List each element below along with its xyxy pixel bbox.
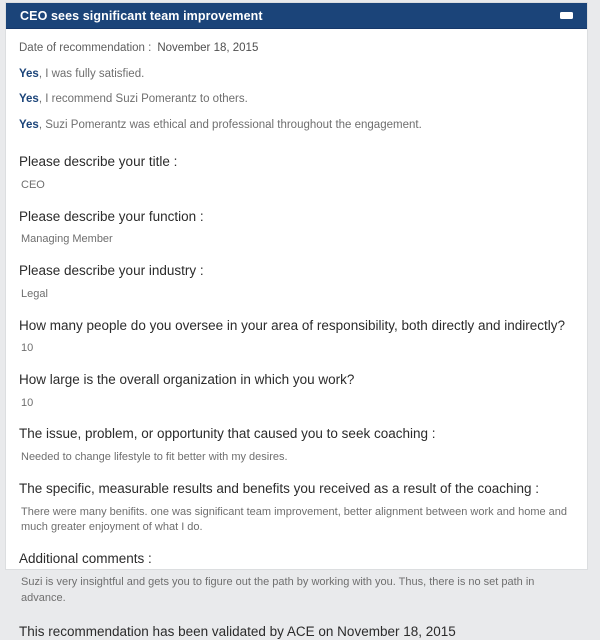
qa-answer: Managing Member	[21, 233, 113, 246]
window-titlebar	[6, 3, 587, 29]
qa-question: How large is the overall organization in which you work?	[19, 372, 355, 387]
qa-question: Additional comments :	[19, 551, 152, 567]
confirmation-item	[19, 67, 574, 83]
confirmation-emphasis: Yes	[19, 93, 39, 106]
recommendation-date-value: November 18, 2015	[157, 42, 259, 54]
qa-item	[19, 480, 574, 536]
recommendation-date-label: Date of recommendation :	[19, 42, 152, 54]
qa-question: Please describe your function :	[19, 208, 204, 224]
qa-answer: Legal	[21, 287, 48, 300]
qa-item	[19, 262, 574, 302]
recommendation-date	[19, 41, 574, 57]
validation-statement: This recommendation has been validated by ACE on November 18, 2015	[19, 623, 456, 639]
qa-answer: Suzi is very insightful and gets you to figure out the path by working with you. Thus, there is no set path in advance.	[21, 575, 535, 604]
confirmation-emphasis: Yes	[19, 118, 39, 131]
confirmation-text: , I was fully satisfied.	[38, 67, 145, 80]
confirmation-text: , Suzi Pomerantz was ethical and professional throughout the engagement.	[38, 118, 422, 131]
qa-answer: 10	[21, 342, 34, 355]
qa-item	[19, 153, 574, 193]
qa-question: How many people do you oversee in your area of responsibility, both directly and indirectly?	[19, 317, 566, 333]
qa-question: The specific, measurable results and benefits you received as a result of the coaching :	[19, 480, 540, 496]
page-title: CEO sees significant team improvement	[20, 8, 263, 23]
qa-question: Please describe your title :	[19, 154, 178, 170]
qa-answer: 10	[21, 396, 34, 409]
qa-answer: There were many benifits. one was significant team improvement, better alignment between work and home and much greater enjoyment of what I do.	[21, 505, 568, 534]
recommendation-card	[5, 2, 588, 639]
qa-question: Please describe your industry :	[19, 263, 204, 279]
confirmation-emphasis: Yes	[19, 67, 39, 80]
qa-item	[19, 371, 574, 411]
confirmation-item	[19, 118, 574, 134]
minimize-icon[interactable]	[560, 12, 573, 19]
confirmation-text: , I recommend Suzi Pomerantz to others.	[38, 93, 248, 106]
qa-question: The issue, problem, or opportunity that caused you to seek coaching :	[19, 426, 436, 442]
qa-item	[19, 550, 574, 606]
qa-answer: CEO	[21, 178, 45, 191]
recommendation-content	[6, 29, 587, 640]
qa-item	[19, 425, 574, 465]
confirmation-item	[19, 92, 574, 108]
qa-item	[19, 208, 574, 248]
qa-answer: Needed to change lifestyle to fit better with my desires.	[21, 451, 288, 464]
qa-item	[19, 317, 574, 357]
